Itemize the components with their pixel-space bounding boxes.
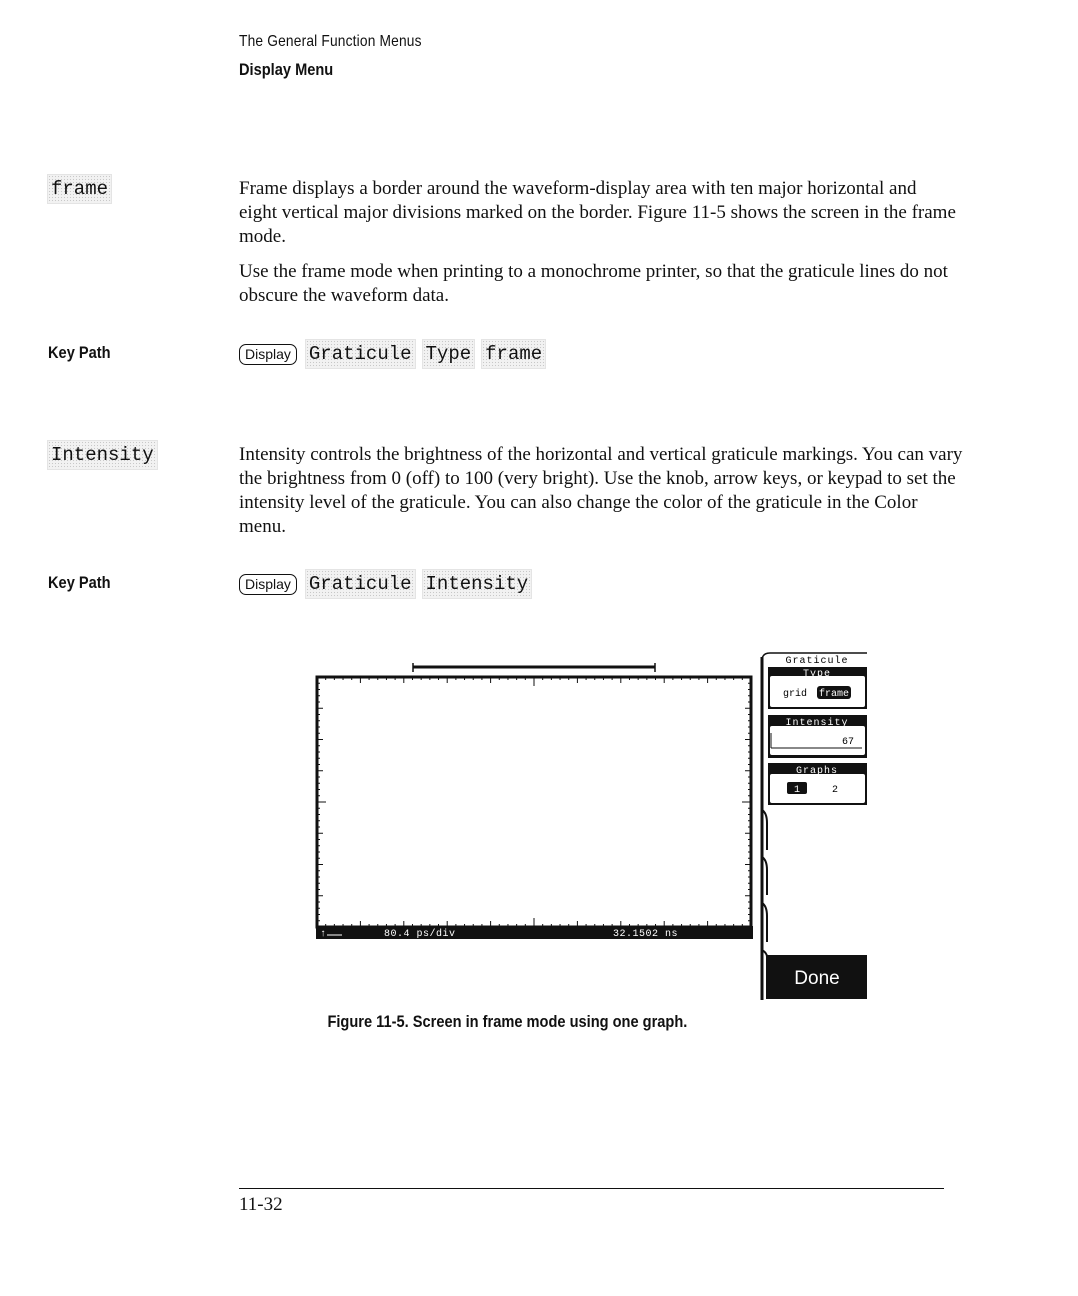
softkey-frame: frame [481, 339, 546, 369]
frame-paragraph-2: Use the frame mode when printing to a monochrome printer, so that the graticule lines do not obscure the waveform data. [239, 261, 948, 306]
graphs-softkey[interactable] [768, 763, 867, 805]
figure-caption: Figure 11-5. Screen in frame mode using one graph. [327, 1012, 688, 1031]
running-header-section: The General Function Menus [239, 33, 422, 50]
frame-key-path [239, 339, 546, 369]
graphs-option-2: 2 [831, 785, 839, 796]
running-header-title: Display Menu [239, 60, 334, 79]
delay-readout: 32.1502 ns [613, 929, 679, 940]
softkey-graticule: Graticule [305, 339, 416, 369]
graphs-option-1: 1 [793, 785, 801, 796]
softkey-intensity: Intensity [422, 569, 533, 599]
intensity-description [239, 443, 964, 539]
figure-11-5-screen [300, 645, 880, 1010]
type-option-grid: grid [783, 689, 808, 700]
intensity-key-path-label: Key Path [48, 573, 111, 592]
graticule-menu-panel [762, 653, 867, 1000]
waveform-frame [317, 677, 751, 927]
intensity-label: Intensity [785, 718, 849, 729]
page-number: 11-32 [239, 1194, 283, 1215]
status-bar [316, 926, 753, 939]
type-option-frame: frame [818, 689, 850, 700]
softkey-intensity-term: Intensity [47, 440, 158, 470]
frame-paragraph-1: Frame displays a border around the waveform-display area with ten major horizontal and eight vertical major divisions marked on the border. Figure 11-5 shows the screen in the frame mode. [239, 178, 956, 247]
display-hardkey: Display [239, 344, 297, 365]
display-hardkey: Display [239, 574, 297, 595]
menu-title: Graticule [785, 656, 849, 667]
frame-key-path-label: Key Path [48, 343, 111, 362]
intensity-value: 67 [841, 737, 854, 748]
trigger-marker: ↑ [320, 929, 327, 940]
type-softkey[interactable] [768, 667, 867, 709]
term-frame [47, 174, 112, 204]
graphs-label: Graphs [795, 766, 839, 777]
record-marker-bar [413, 663, 655, 672]
intensity-paragraph: Intensity controls the brightness of the horizontal and vertical graticule markings. You can vary the brightness from 0 (off) to 100 (very bright). Use the knob, arrow keys, or keypad to set the intensity level of the graticule. You can also change the color of the graticule in the Color menu. [239, 444, 963, 537]
type-label: Type [802, 669, 832, 680]
softkey-frame-term: frame [47, 174, 112, 204]
done-label: Done [794, 968, 840, 989]
footer-rule [239, 1188, 944, 1189]
done-softkey[interactable] [762, 950, 867, 999]
term-intensity [47, 440, 158, 470]
softkey-graticule: Graticule [305, 569, 416, 599]
softkey-type: Type [422, 339, 476, 369]
frame-description [239, 177, 959, 308]
timebase-readout: 80.4 ps/div [384, 929, 456, 940]
intensity-softkey[interactable] [768, 715, 867, 758]
intensity-key-path [239, 569, 532, 599]
